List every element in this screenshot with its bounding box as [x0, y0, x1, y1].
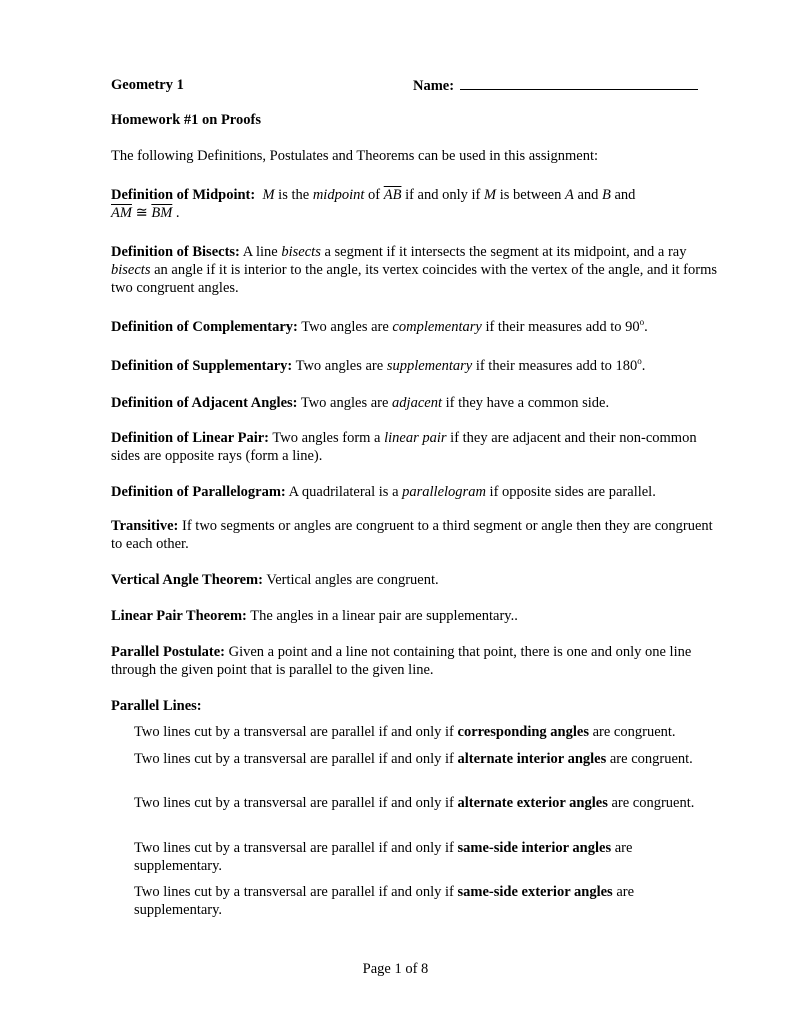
def-adjacent-term: Definition of Adjacent Angles:: [111, 395, 298, 411]
course-title: Geometry 1: [111, 77, 184, 93]
transitive-term: Transitive:: [111, 518, 179, 534]
name-field: [413, 76, 698, 95]
parallel-lines-item: Two lines cut by a transversal are parallel if and only if alternate exterior angles are congruent.: [134, 795, 695, 811]
page-number: Page 1 of 8: [362, 961, 429, 977]
def-parallelogram: Definition of Parallelogram: A quadrilateral is a parallelogram if opposite sides are parallel.: [111, 484, 656, 500]
linear-pair-theorem: Linear Pair Theorem: The angles in a linear pair are supplementary..: [111, 608, 518, 624]
parallel-lines-heading: Parallel Lines:: [111, 698, 202, 714]
def-adjacent: Definition of Adjacent Angles: Two angles are adjacent if they have a common side.: [111, 395, 610, 411]
segment-am: $\overline{AM}$: [111, 205, 132, 221]
vertical-angle-theorem: Vertical Angle Theorem: Vertical angles are congruent.: [111, 572, 439, 588]
def-parallelogram-term: Definition of Parallelogram:: [111, 484, 286, 500]
def-bisects: Definition of Bisects: A line bisects a segment if it intersects the segment at its midpoint, and a ray bisects an angle if it is interior to the angle, its vertex coincides with the vertex of the angle, and it forms two congruent angles.: [111, 244, 718, 296]
transitive: Transitive: If two segments or angles are congruent to a third segment or angle then they are congruent to each other.: [111, 518, 713, 552]
segment-ab: $\overline{AB}$: [383, 187, 402, 203]
homework-title: Homework #1 on Proofs: [111, 112, 261, 128]
def-midpoint-term: Definition of Midpoint:: [111, 187, 256, 203]
intro-text: The following Definitions, Postulates and Theorems can be used in this assignment:: [111, 148, 599, 164]
def-complementary-term: Definition of Complementary:: [111, 319, 298, 335]
parallel-lines-item: Two lines cut by a transversal are parallel if and only if same-side interior angles are supplementary.: [134, 840, 633, 874]
def-linear-pair-term: Definition of Linear Pair:: [111, 430, 270, 446]
parallel-postulate: Parallel Postulate: Given a point and a line not containing that point, there is one and only one line through the given point that is parallel to the given line.: [111, 644, 692, 678]
parallel-lines-item: Two lines cut by a transversal are parallel if and only if same-side exterior angles are supplementary.: [134, 884, 635, 918]
def-supplementary: Definition of Supplementary: Two angles are supplementary if their measures add to 180$^o$.: [111, 356, 646, 374]
linear-pair-theorem-term: Linear Pair Theorem:: [111, 608, 247, 624]
parallel-postulate-term: Parallel Postulate:: [111, 644, 225, 660]
congruent-symbol: ≅: [131, 205, 152, 221]
parallel-lines-item: Two lines cut by a transversal are parallel if and only if alternate interior angles are congruent.: [134, 751, 693, 767]
def-midpoint: Definition of Midpoint: M is the midpoint of $\overline{AB}$ if and only if M is between A and B and $\overline{AM}$ ≅ $\overline{BM}$ .: [111, 187, 636, 221]
name-blank-line: [460, 76, 698, 90]
segment-bm: $\overline{BM}$: [151, 205, 173, 221]
name-label: Name:: [413, 78, 455, 94]
def-supplementary-term: Definition of Supplementary:: [111, 358, 293, 374]
parallel-lines-item: Two lines cut by a transversal are parallel if and only if corresponding angles are congruent.: [134, 724, 676, 740]
def-linear-pair: Definition of Linear Pair: Two angles form a linear pair if they are adjacent and their non-common sides are opposite rays (form a line).: [111, 430, 697, 464]
def-bisects-term: Definition of Bisects:: [111, 244, 240, 260]
def-complementary: Definition of Complementary: Two angles are complementary if their measures add to 90$^o$.: [111, 317, 648, 335]
vertical-angle-term: Vertical Angle Theorem:: [111, 572, 263, 588]
